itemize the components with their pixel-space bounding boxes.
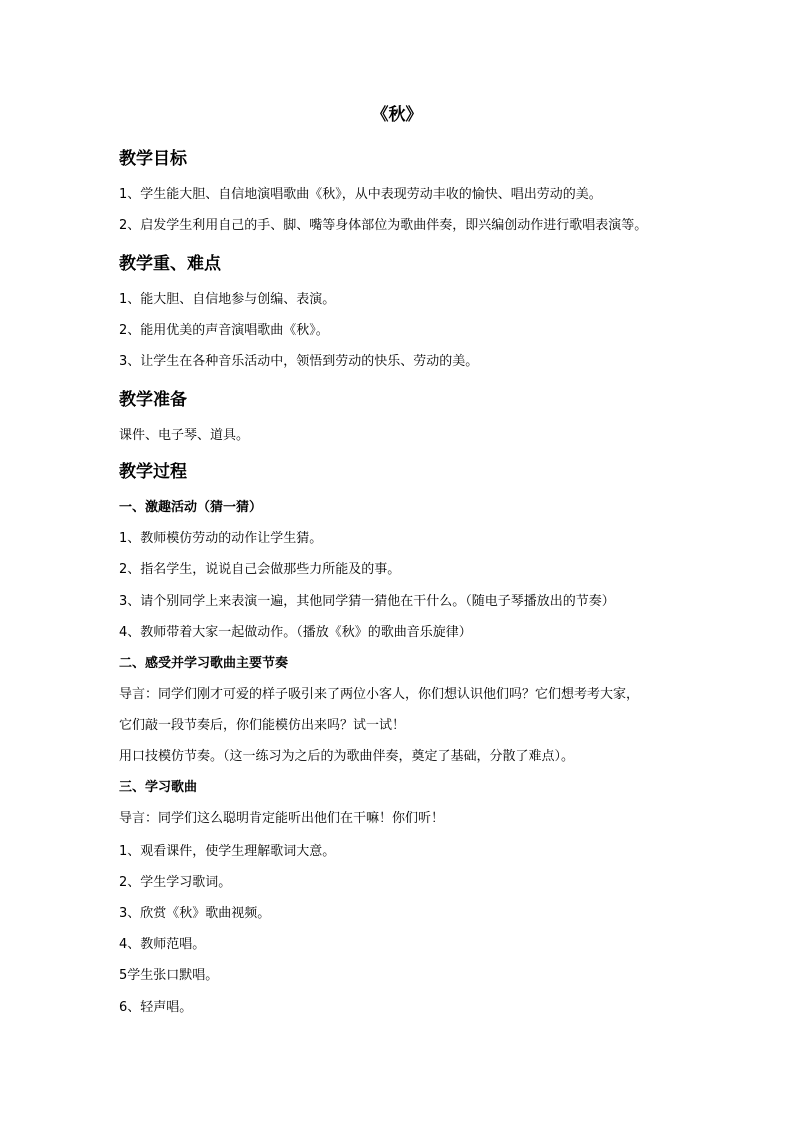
heading-process: 教学过程 — [119, 462, 187, 482]
process-item: 3、请个别同学上来表演一遍，其他同学猜一猜他在干什么。（随电子琴播放出的节奏） — [119, 594, 615, 609]
goal-item: 2、启发学生利用自己的手、脚、嘴等身体部位为歌曲伴奏，即兴编创动作进行歌唱表演等。 — [119, 218, 648, 233]
learn-song-item: 6、轻声唱。 — [119, 1000, 193, 1015]
document-title: 《秋》 — [371, 105, 423, 125]
process-item: 4、教师带着大家一起做动作。（播放《秋》的歌曲音乐旋律） — [119, 625, 472, 640]
section-title-warmup: 一、激趣活动（猜一猜） — [119, 500, 263, 515]
rhythm-line: 导言：同学们刚才可爱的样子吸引来了两位小客人，你们想认识他们吗？它们想考考大家， — [119, 687, 640, 702]
learn-song-item: 2、学生学习歌词。 — [119, 875, 232, 890]
heading-goals: 教学目标 — [119, 149, 187, 169]
learn-song-item: 5学生张口默唱。 — [119, 968, 219, 983]
goal-item: 1、学生能大胆、自信地演唱歌曲《秋》，从中表现劳动丰收的愉快、唱出劳动的美。 — [119, 187, 602, 202]
preparation-text: 课件、电子琴、道具。 — [119, 428, 250, 443]
section-title-rhythm: 二、感受并学习歌曲主要节奏 — [119, 656, 289, 671]
learn-song-intro: 导言：同学们这么聪明肯定能听出他们在干嘛！你们听！ — [119, 811, 445, 826]
keypoint-item: 1、能大胆、自信地参与创编、表演。 — [119, 292, 336, 307]
learn-song-item: 4、教师范唱。 — [119, 937, 206, 952]
process-item: 2、指名学生，说说自己会做那些力所能及的事。 — [119, 562, 401, 577]
rhythm-line: 用口技模仿节奏。（这一练习为之后的为歌曲伴奏，奠定了基础，分散了难点）。 — [119, 749, 575, 764]
keypoint-item: 3、让学生在各种音乐活动中，领悟到劳动的快乐、劳动的美。 — [119, 354, 479, 369]
keypoint-item: 2、能用优美的声音演唱歌曲《秋》。 — [119, 323, 329, 338]
section-title-learn-song: 三、学习歌曲 — [119, 780, 198, 795]
rhythm-line: 它们敲一段节奏后，你们能模仿出来吗？试一试！ — [119, 718, 406, 733]
learn-song-item: 3、欣赏《秋》歌曲视频。 — [119, 906, 271, 921]
heading-keypoints: 教学重、难点 — [119, 254, 221, 274]
learn-song-item: 1、观看课件，使学生理解歌词大意。 — [119, 844, 336, 859]
process-item: 1、教师模仿劳动的动作让学生猜。 — [119, 531, 323, 546]
heading-preparation: 教学准备 — [119, 390, 187, 410]
